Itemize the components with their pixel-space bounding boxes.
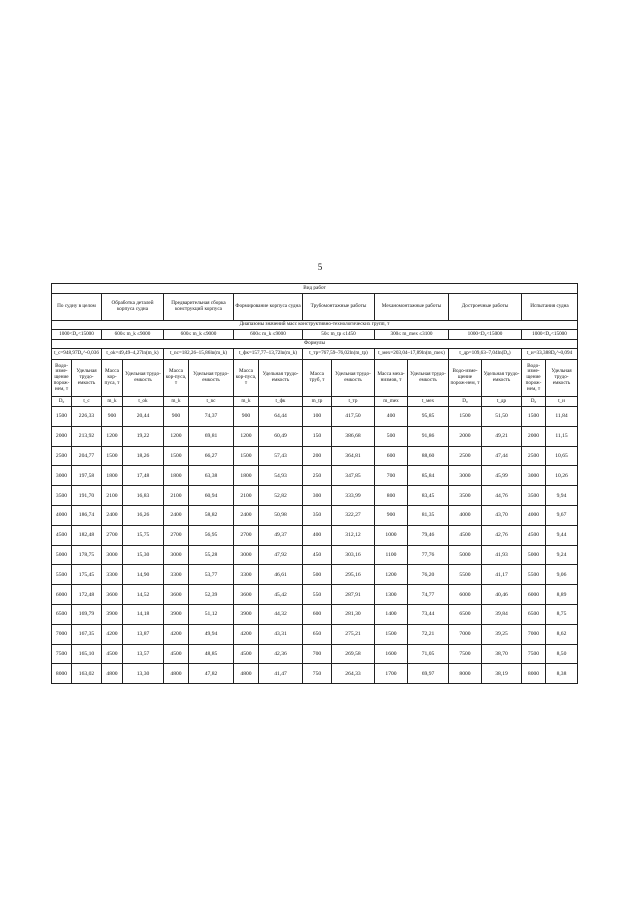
table-cell: 1200 [375, 565, 408, 585]
table-cell: 600 [303, 604, 332, 624]
table-cell: 4500 [234, 644, 259, 664]
table-cell: 2100 [102, 486, 123, 506]
table-row [52, 585, 578, 605]
table-cell: 8,89 [546, 585, 578, 605]
column-symbol: t_мех [408, 397, 449, 407]
table-cell: 73,44 [408, 604, 449, 624]
table-cell: 6500 [52, 604, 72, 624]
table-cell: 10,65 [546, 446, 578, 466]
table-cell: 7500 [449, 644, 482, 664]
column-header: Удельная трудо-емкость [482, 360, 522, 397]
table-cell: 3900 [164, 604, 189, 624]
table-cell: 51,12 [189, 604, 234, 624]
table-cell: 400 [375, 407, 408, 427]
table-cell: 9,06 [546, 565, 578, 585]
table-cell: 18,26 [123, 446, 164, 466]
column-header: Удельная трудо-емкость [408, 360, 449, 397]
table-cell: 8,62 [546, 624, 578, 644]
table-cell: 700 [375, 466, 408, 486]
table-cell: 81,35 [408, 505, 449, 525]
column-symbol: D₀ [52, 397, 72, 407]
table-cell: 1700 [375, 664, 408, 684]
table-cell: 900 [164, 407, 189, 427]
table-cell: 52,82 [259, 486, 303, 506]
table-cell: 269,58 [332, 644, 375, 664]
table-cell: 95,85 [408, 407, 449, 427]
table-cell: 39,84 [482, 604, 522, 624]
table-cell: 46,61 [259, 565, 303, 585]
table-cell: 322,27 [332, 505, 375, 525]
table-cell: 2400 [234, 505, 259, 525]
table-cell: 54,93 [259, 466, 303, 486]
table-row [52, 565, 578, 585]
table-cell: 1500 [164, 446, 189, 466]
table-cell: 4200 [234, 624, 259, 644]
table-cell: 60,94 [189, 486, 234, 506]
range-cell: 600≤ m_k ≤9000 [234, 330, 303, 340]
formulas-caption: Формулы [52, 340, 578, 349]
column-header: Масса кор-пуса, т [102, 360, 123, 397]
formula-cell: t_и=33,388D₀^-0,094 [522, 349, 578, 360]
table-cell: 48,85 [189, 644, 234, 664]
table-cell: 3500 [522, 486, 546, 506]
table-cell: 47,82 [189, 664, 234, 684]
column-header: Удельная трудо-емкость [123, 360, 164, 397]
table-cell: 47,44 [482, 446, 522, 466]
table-cell: 4000 [522, 505, 546, 525]
table-cell: 4500 [522, 525, 546, 545]
table-cell: 7500 [522, 644, 546, 664]
table-cell: 100 [303, 407, 332, 427]
table-cell: 275,21 [332, 624, 375, 644]
table-cell: 77,76 [408, 545, 449, 565]
column-symbol: t_nc [189, 397, 234, 407]
table-cell: 40,46 [482, 585, 522, 605]
table-cell: 1100 [375, 545, 408, 565]
range-cell: 50≤ m_tp ≤1450 [303, 330, 375, 340]
table-cell: 2000 [52, 426, 72, 446]
work-group-header: Формирование корпуса судна [234, 294, 303, 321]
table-row [52, 505, 578, 525]
table-cell: 10,26 [546, 466, 578, 486]
formula-cell: t_фк=157,77–13,72ln(m_k) [234, 349, 303, 360]
table-cell: 50,98 [259, 505, 303, 525]
table-cell: 60,49 [259, 426, 303, 446]
table-cell: 4500 [449, 525, 482, 545]
table-cell: 1800 [102, 466, 123, 486]
table-cell: 53,77 [189, 565, 234, 585]
column-header: Масса труб, т [303, 360, 332, 397]
table-cell: 85,84 [408, 466, 449, 486]
table-row [52, 446, 578, 466]
work-group-header: Механомонтажные работы [375, 294, 449, 321]
table-cell: 83,45 [408, 486, 449, 506]
table-cell: 250 [303, 466, 332, 486]
table-cell: 264,33 [332, 664, 375, 684]
table-cell: 2100 [234, 486, 259, 506]
table-cell: 303,16 [332, 545, 375, 565]
table-cell: 186,74 [72, 505, 102, 525]
table-cell: 4800 [102, 664, 123, 684]
table-cell: 9,24 [546, 545, 578, 565]
table-cell: 1000 [375, 525, 408, 545]
table-cell: 63,38 [189, 466, 234, 486]
table-cell: 5500 [522, 565, 546, 585]
table-cell: 300 [303, 486, 332, 506]
table-cell: 15,75 [123, 525, 164, 545]
table-cell: 163,02 [72, 664, 102, 684]
table-cell: 43,70 [482, 505, 522, 525]
formula-cell: t_мех=203,04–17,89ln(m_mex) [375, 349, 449, 360]
column-symbol: t_фк [259, 397, 303, 407]
table-cell: 312,12 [332, 525, 375, 545]
table-cell: 281,30 [332, 604, 375, 624]
table-cell: 5000 [449, 545, 482, 565]
table-cell: 1500 [234, 446, 259, 466]
table-cell: 13,30 [123, 664, 164, 684]
table-title: Вид работ [52, 284, 578, 294]
table-cell: 9,44 [546, 525, 578, 545]
table-cell: 700 [303, 644, 332, 664]
column-symbol: t_c [72, 397, 102, 407]
table-cell: 4500 [164, 644, 189, 664]
table-cell: 175,45 [72, 565, 102, 585]
table-cell: 42,76 [482, 525, 522, 545]
table-cell: 287,91 [332, 585, 375, 605]
table-cell: 8,50 [546, 644, 578, 664]
table-cell: 295,16 [332, 565, 375, 585]
table-cell: 3000 [449, 466, 482, 486]
table-cell: 4500 [102, 644, 123, 664]
table-cell: 1200 [102, 426, 123, 446]
table-cell: 52,39 [189, 585, 234, 605]
table-cell: 1300 [375, 585, 408, 605]
table-cell: 900 [234, 407, 259, 427]
table-cell: 5000 [52, 545, 72, 565]
table-cell: 417,50 [332, 407, 375, 427]
page-number: 5 [317, 262, 323, 272]
table-cell: 38,19 [482, 664, 522, 684]
table-cell: 4200 [164, 624, 189, 644]
table-cell: 14,18 [123, 604, 164, 624]
table-cell: 72,21 [408, 624, 449, 644]
table-cell: 3600 [234, 585, 259, 605]
table-row [52, 664, 578, 684]
table-cell: 2500 [52, 446, 72, 466]
table-cell: 11,84 [546, 407, 578, 427]
table-cell: 1500 [375, 624, 408, 644]
table-row [52, 604, 578, 624]
table-cell: 500 [375, 426, 408, 446]
table-cell: 165,10 [72, 644, 102, 664]
table-cell: 8,75 [546, 604, 578, 624]
formula-cell: t_ok=49,49–4,27ln(m_k) [102, 349, 164, 360]
table-row [52, 644, 578, 664]
column-symbol: m_k [164, 397, 189, 407]
table-cell: 51,50 [482, 407, 522, 427]
table-cell: 2500 [449, 446, 482, 466]
table-cell: 44,32 [259, 604, 303, 624]
table-cell: 58,82 [189, 505, 234, 525]
table-cell: 57,43 [259, 446, 303, 466]
table-cell: 3300 [164, 565, 189, 585]
column-header: Удельная трудо-емкость [546, 360, 578, 397]
table-cell: 2000 [449, 426, 482, 446]
table-cell: 4000 [449, 505, 482, 525]
table-cell: 6500 [449, 604, 482, 624]
formula-cell: t_nc=182,26–15,86ln(m_k) [164, 349, 234, 360]
range-cell: 600≤ m_k ≤9000 [102, 330, 164, 340]
table-cell: 5500 [52, 565, 72, 585]
table-cell: 4500 [52, 525, 72, 545]
table-cell: 41,47 [259, 664, 303, 684]
column-symbol: m_tp [303, 397, 332, 407]
range-caption: Диапазоны значений масс конструктивно-технологических групп, т [52, 321, 578, 330]
table-cell: 3300 [102, 565, 123, 585]
table-cell: 6000 [522, 585, 546, 605]
table-cell: 2500 [522, 446, 546, 466]
table-cell: 2100 [164, 486, 189, 506]
table-cell: 650 [303, 624, 332, 644]
column-symbol: D₀ [449, 397, 482, 407]
work-group-header: Предварительная сборка конструкций корпуса [164, 294, 234, 321]
column-symbol: m_mex [375, 397, 408, 407]
table-cell: 7500 [52, 644, 72, 664]
table-cell: 1400 [375, 604, 408, 624]
formula-cell: t_c=948,97D₀^-0,036 [52, 349, 102, 360]
range-cell: 1000<D₀<15000 [52, 330, 102, 340]
table-cell: 1200 [164, 426, 189, 446]
table-cell: 3000 [522, 466, 546, 486]
table-cell: 66,27 [189, 446, 234, 466]
table-cell: 4200 [102, 624, 123, 644]
table-cell: 150 [303, 426, 332, 446]
table-row [52, 466, 578, 486]
table-cell: 226,33 [72, 407, 102, 427]
table-cell: 1800 [234, 466, 259, 486]
table-cell: 6000 [449, 585, 482, 605]
table-cell: 8,38 [546, 664, 578, 684]
table-cell: 74,77 [408, 585, 449, 605]
work-group-header: Обработка деталей корпуса судна [102, 294, 164, 321]
table-row [52, 426, 578, 446]
table-cell: 47,92 [259, 545, 303, 565]
table-cell: 197,58 [72, 466, 102, 486]
table-cell: 550 [303, 585, 332, 605]
table-cell: 11,15 [546, 426, 578, 446]
column-symbol: D₀ [522, 397, 546, 407]
column-header: Водо-изме-щение порож-нем, т [449, 360, 482, 397]
table-cell: 20,44 [123, 407, 164, 427]
table-cell: 41,17 [482, 565, 522, 585]
table-cell: 1500 [102, 446, 123, 466]
table-cell: 191,70 [72, 486, 102, 506]
table-cell: 16,83 [123, 486, 164, 506]
table-cell: 2400 [102, 505, 123, 525]
table-cell: 364,81 [332, 446, 375, 466]
table-cell: 3500 [449, 486, 482, 506]
table-cell: 900 [375, 505, 408, 525]
table-cell: 386,68 [332, 426, 375, 446]
table-cell: 172,48 [72, 585, 102, 605]
table-cell: 17,48 [123, 466, 164, 486]
table-cell: 56,95 [189, 525, 234, 545]
table-cell: 7000 [52, 624, 72, 644]
column-header: Масса кор-пуса, т [234, 360, 259, 397]
table-cell: 76,20 [408, 565, 449, 585]
table-cell: 69,97 [408, 664, 449, 684]
range-cell: 600≤ m_k ≤9000 [164, 330, 234, 340]
table-cell: 400 [303, 525, 332, 545]
table-cell: 3000 [102, 545, 123, 565]
table-cell: 4000 [52, 505, 72, 525]
table-cell: 64,44 [259, 407, 303, 427]
table-cell: 1600 [375, 644, 408, 664]
table-cell: 3000 [164, 545, 189, 565]
range-cell: 1000<D₀<15000 [522, 330, 578, 340]
table-cell: 43,31 [259, 624, 303, 644]
range-cell: 300≤ m_mex ≤3100 [375, 330, 449, 340]
table-cell: 1500 [449, 407, 482, 427]
table-cell: 49,21 [482, 426, 522, 446]
table-cell: 6000 [52, 585, 72, 605]
table-cell: 900 [102, 407, 123, 427]
column-header: Водо-изме-щение порож-нем, т [52, 360, 72, 397]
table-cell: 167,35 [72, 624, 102, 644]
table-cell: 9,67 [546, 505, 578, 525]
table-row [52, 624, 578, 644]
table-cell: 3300 [234, 565, 259, 585]
table-cell: 8000 [449, 664, 482, 684]
column-symbol: t_и [546, 397, 578, 407]
table-cell: 69,81 [189, 426, 234, 446]
table-cell: 49,37 [259, 525, 303, 545]
table-row [52, 525, 578, 545]
table-cell: 38,70 [482, 644, 522, 664]
table-cell: 200 [303, 446, 332, 466]
table-cell: 2000 [522, 426, 546, 446]
table-cell: 213,92 [72, 426, 102, 446]
table-cell: 14,90 [123, 565, 164, 585]
table-cell: 9,94 [546, 486, 578, 506]
column-symbol: t_тр [332, 397, 375, 407]
column-header: Удельная трудо-емкость [189, 360, 234, 397]
table-cell: 450 [303, 545, 332, 565]
table-cell: 347,85 [332, 466, 375, 486]
table-cell: 333,99 [332, 486, 375, 506]
table-cell: 16,26 [123, 505, 164, 525]
formula-cell: t_др=109,63–7,04ln(D₀) [449, 349, 522, 360]
work-group-header: Достроечные работы [449, 294, 522, 321]
table-cell: 39,25 [482, 624, 522, 644]
table-cell: 71,05 [408, 644, 449, 664]
table-cell: 1800 [164, 466, 189, 486]
table-cell: 13,57 [123, 644, 164, 664]
table-cell: 500 [303, 565, 332, 585]
table-cell: 7000 [522, 624, 546, 644]
table-cell: 79,46 [408, 525, 449, 545]
table-cell: 3000 [234, 545, 259, 565]
table-cell: 49,94 [189, 624, 234, 644]
column-header: Удельная трудо-емкость [72, 360, 102, 397]
table-cell: 3600 [164, 585, 189, 605]
table-cell: 8000 [52, 664, 72, 684]
work-group-header: Испытания судна [522, 294, 578, 321]
table-cell: 45,42 [259, 585, 303, 605]
table-cell: 2700 [234, 525, 259, 545]
table-cell: 14,52 [123, 585, 164, 605]
table-cell: 88,60 [408, 446, 449, 466]
table-cell: 7000 [449, 624, 482, 644]
table-cell: 350 [303, 505, 332, 525]
table-cell: 600 [375, 446, 408, 466]
table-cell: 3600 [102, 585, 123, 605]
table-cell: 13,87 [123, 624, 164, 644]
work-intensity-table [51, 283, 578, 684]
table-cell: 2400 [164, 505, 189, 525]
table-cell: 1500 [522, 407, 546, 427]
table-cell: 2700 [164, 525, 189, 545]
table-cell: 6500 [522, 604, 546, 624]
range-cell: 1000<D₀<15000 [449, 330, 522, 340]
table-cell: 15,30 [123, 545, 164, 565]
table-cell: 8000 [522, 664, 546, 684]
table-cell: 42,36 [259, 644, 303, 664]
table-cell: 800 [375, 486, 408, 506]
table-cell: 45,99 [482, 466, 522, 486]
table-cell: 5000 [522, 545, 546, 565]
formula-cell: t_тр=767,59–76,02ln(m_tp) [303, 349, 375, 360]
table-cell: 91,86 [408, 426, 449, 446]
table-cell: 55,28 [189, 545, 234, 565]
table-cell: 3900 [234, 604, 259, 624]
table-cell: 3900 [102, 604, 123, 624]
table-cell: 1200 [234, 426, 259, 446]
column-header: Масса кор-пуса, т [164, 360, 189, 397]
table-cell: 3000 [52, 466, 72, 486]
table-cell: 2700 [102, 525, 123, 545]
table-cell: 204,77 [72, 446, 102, 466]
work-group-header: Трубомонтажные работы [303, 294, 375, 321]
table-cell: 169,79 [72, 604, 102, 624]
table-cell: 3500 [52, 486, 72, 506]
column-symbol: m_k [102, 397, 123, 407]
table-row [52, 486, 578, 506]
work-group-header: По судну в целом [52, 294, 102, 321]
column-header: Водо-изме-щение порож-нем, т [522, 360, 546, 397]
table-cell: 4800 [234, 664, 259, 684]
column-header: Удельная трудо-емкость [259, 360, 303, 397]
table-cell: 5500 [449, 565, 482, 585]
table-cell: 4800 [164, 664, 189, 684]
table-cell: 1500 [52, 407, 72, 427]
table-row [52, 407, 578, 427]
table-cell: 41,93 [482, 545, 522, 565]
column-symbol: m_k [234, 397, 259, 407]
column-symbol: t_ok [123, 397, 164, 407]
table-cell: 74,37 [189, 407, 234, 427]
table-cell: 750 [303, 664, 332, 684]
column-header: Масса меха-низмов, т [375, 360, 408, 397]
column-header: Удельная трудо-емкость [332, 360, 375, 397]
table-cell: 182,48 [72, 525, 102, 545]
table-cell: 44,76 [482, 486, 522, 506]
table-row [52, 545, 578, 565]
table-cell: 178,75 [72, 545, 102, 565]
table-cell: 19,22 [123, 426, 164, 446]
column-symbol: t_др [482, 397, 522, 407]
